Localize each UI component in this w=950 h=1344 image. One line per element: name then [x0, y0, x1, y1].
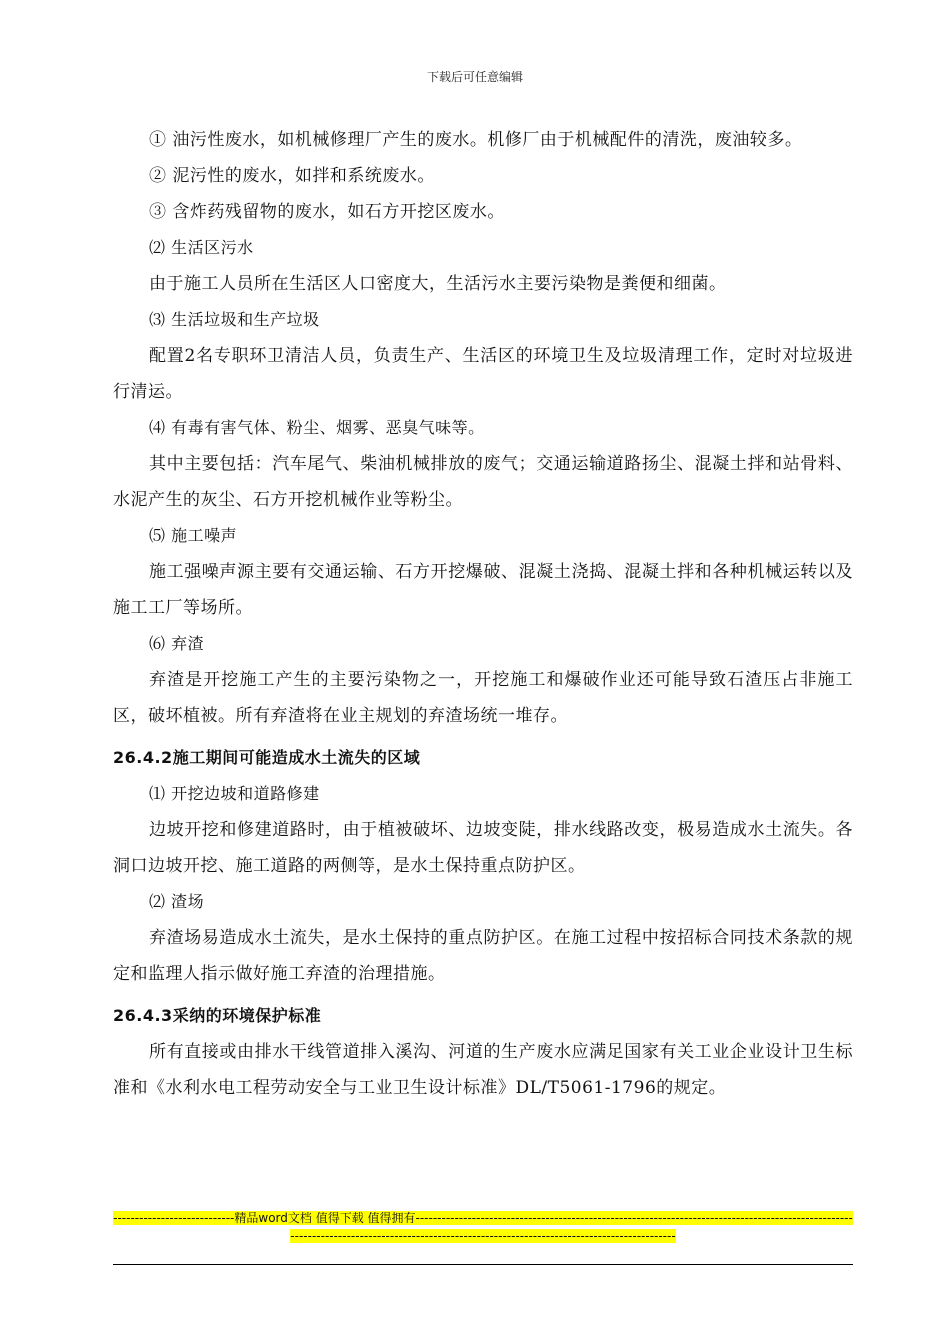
subheading-slag-yard: ⑵ 渣场 — [149, 892, 205, 911]
footer-banner — [113, 1209, 853, 1245]
section-heading-erosion-areas: 26.4.2施工期间可能造成水土流失的区域 — [113, 748, 421, 767]
paragraph-explosive-wastewater: ③ 含炸药残留物的废水，如石方开挖区废水。 — [149, 202, 505, 222]
document-body — [113, 122, 853, 1106]
paragraph-garbage: 配置2名专职环卫清洁人员，负责生产、生活区的环境卫生及垃圾清理工作，定时对垃圾进行清运。 — [113, 346, 853, 402]
paragraph-noise: 施工强噪声源主要有交通运输、石方开挖爆破、混凝土浇捣、混凝土拌和各种机械运转以及施工工厂等场所。 — [113, 562, 853, 618]
paragraph-mud-wastewater: ② 泥污性的废水，如拌和系统废水。 — [149, 166, 435, 186]
page-header: 下载后可任意编辑 — [426, 70, 523, 84]
subheading-waste-slag: ⑹ 弃渣 — [149, 634, 205, 653]
paragraph-standards: 所有直接或由排水干线管道排入溪沟、河道的生产废水应满足国家有关工业企业设计卫生标准和《水利水电工程劳动安全与工业卫生设计标准》DL/T5061-1796的规定。 — [113, 1042, 853, 1098]
subheading-toxic-gas: ⑷ 有毒有害气体、粉尘、烟雾、恶臭气味等。 — [149, 418, 485, 437]
paragraph-domestic-sewage: 由于施工人员所在生活区人口密度大，生活污水主要污染物是粪便和细菌。 — [149, 274, 727, 294]
footer-banner-text: ----------------------------精品word文档 值得下载 值得拥有---------------------------------------------------------------------------------------------------------------------------------------------------------------------------------------------- — [113, 1211, 853, 1243]
subheading-slope-excavation: ⑴ 开挖边坡和道路修建 — [149, 784, 320, 803]
subheading-domestic-sewage: ⑵ 生活区污水 — [149, 238, 254, 257]
paragraph-toxic-gas: 其中主要包括：汽车尾气、柴油机械排放的废气；交通运输道路扬尘、混凝土拌和站骨料、水泥产生的灰尘、石方开挖机械作业等粉尘。 — [113, 454, 853, 510]
paragraph-slag-yard: 弃渣场易造成水土流失，是水土保持的重点防护区。在施工过程中按招标合同技术条款的规定和监理人指示做好施工弃渣的治理措施。 — [113, 928, 853, 984]
section-heading-standards: 26.4.3采纳的环境保护标准 — [113, 1006, 322, 1025]
subheading-noise: ⑸ 施工噪声 — [149, 526, 238, 545]
paragraph-oil-wastewater: ① 油污性废水，如机械修理厂产生的废水。机修厂由于机械配件的清洗，废油较多。 — [149, 130, 803, 150]
paragraph-waste-slag: 弃渣是开挖施工产生的主要污染物之一，开挖施工和爆破作业还可能导致石渣压占非施工区，破坏植被。所有弃渣将在业主规划的弃渣场统一堆存。 — [113, 670, 853, 726]
subheading-garbage: ⑶ 生活垃圾和生产垃圾 — [149, 310, 320, 329]
paragraph-slope-excavation: 边坡开挖和修建道路时，由于植被破坏、边坡变陡，排水线路改变，极易造成水土流失。各洞口边坡开挖、施工道路的两侧等，是水土保持重点防护区。 — [113, 820, 853, 876]
footer-divider — [113, 1264, 853, 1265]
